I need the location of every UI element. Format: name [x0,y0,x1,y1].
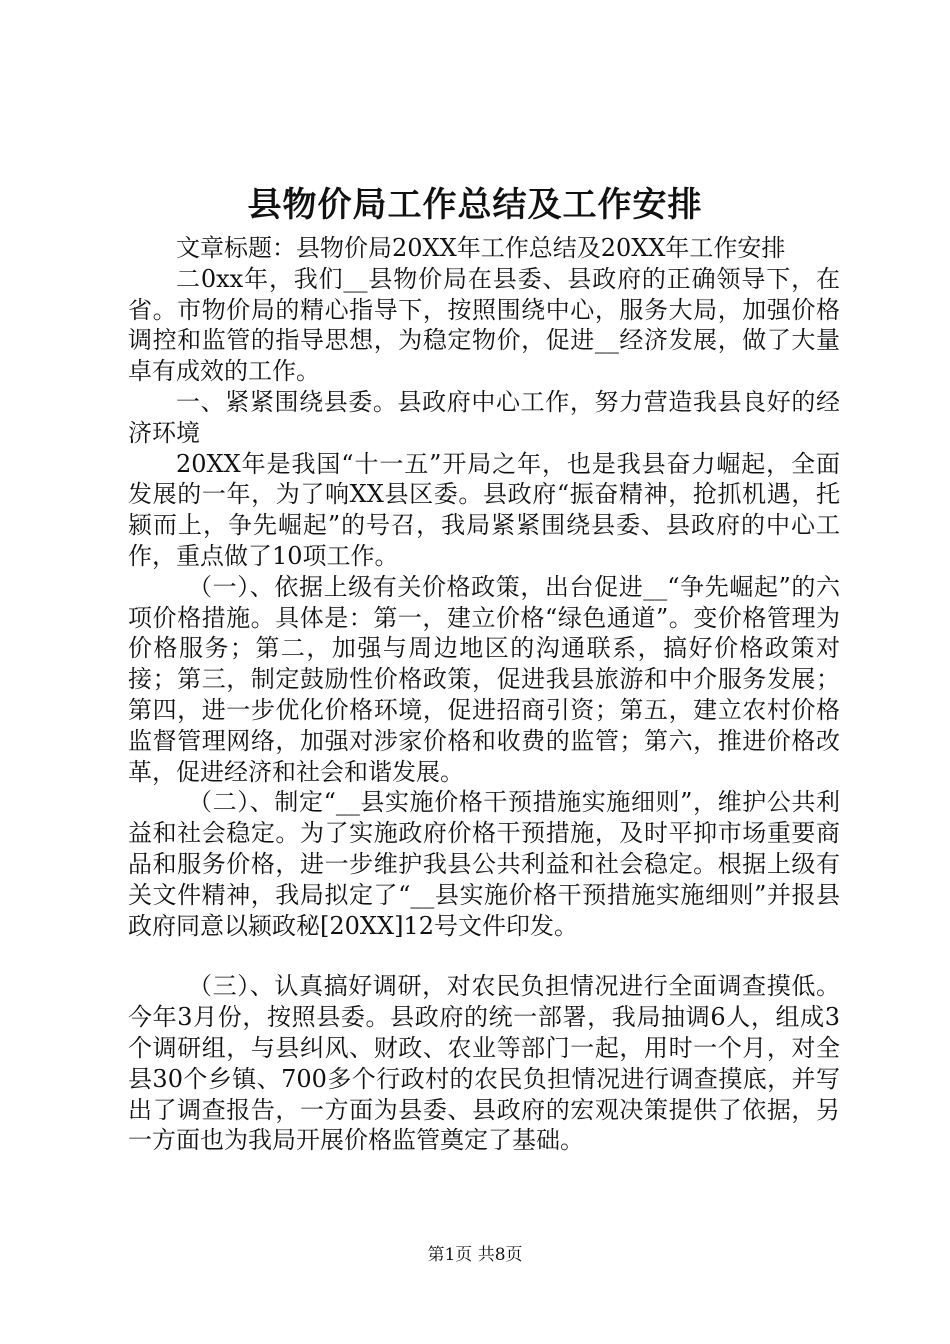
item-3-paragraph: （三）、认真搞好调研，对农民负担情况进行全面调查摸低。今年3月份，按照县委。县政府的统一部署，我局抽调6人，组成3个调研组，与县纠风、财政、农业等部门一起，用时一个月，对全县30个乡镇、700多个行政村的农民负担情况进行调查摸底，并写出了调查报告，一方面为县委、县政府的宏观决策提供了依据，另一方面也为我局开展价格监管奠定了基础。 [128,972,840,1155]
document-body [128,233,840,1156]
intro-paragraph: 二0xx年，我们__县物价局在县委、县政府的正确领导下，在省。市物价局的精心指导下，按照围绕中心，服务大局，加强价格调控和监管的指导思想，为稳定物价，促进__经济发展，做了大量卓有成效的工作。 [128,264,840,386]
section-heading-1: 一、紧紧围绕县委。县政府中心工作，努力营造我县良好的经济环境 [128,387,840,447]
item-2-paragraph: （二）、制定“__县实施价格干预措施实施细则”，维护公共利益和社会稳定。为了实施政府价格干预措施，及时平抑市场重要商品和服务价格，进一步维护我县公共利益和社会稳定。根据上级有关文件精神，我局拟定了“__县实施价格干预措施实施细则”并报县政府同意以颍政秘[20XX]12号文件印发。 [128,788,840,940]
item-1-paragraph: （一）、依据上级有关价格政策，出台促进__“争先崛起”的六项价格措施。具体是：第一，建立价格“绿色通道”。变价格管理为价格服务；第二，加强与周边地区的沟通联系，搞好价格政策对接；第三，制定鼓励性价格政策，促进我县旅游和中介服务发展；第四，进一步优化价格环境，促进招商引资；第五，建立农村价格监督管理网络，加强对涉家价格和收费的监管；第六，推进价格改革，促进经济和社会和谐发展。 [128,572,840,786]
page-number-footer: 第1页 共8页 [427,1245,523,1265]
document-title: 县物价局工作总结及工作安排 [247,185,703,225]
article-title-line: 文章标题：县物价局20XX年工作总结及20XX年工作安排 [176,234,786,262]
section-1-paragraph: 20XX年是我国“十一五”开局之年，也是我县奋力崛起，全面发展的一年，为了响XX县区委。县政府“振奋精神，抢抓机遇，托颍而上，争先崛起”的号召，我局紧紧围绕县委、县政府的中心工作，重点做了10项工作。 [128,449,840,570]
